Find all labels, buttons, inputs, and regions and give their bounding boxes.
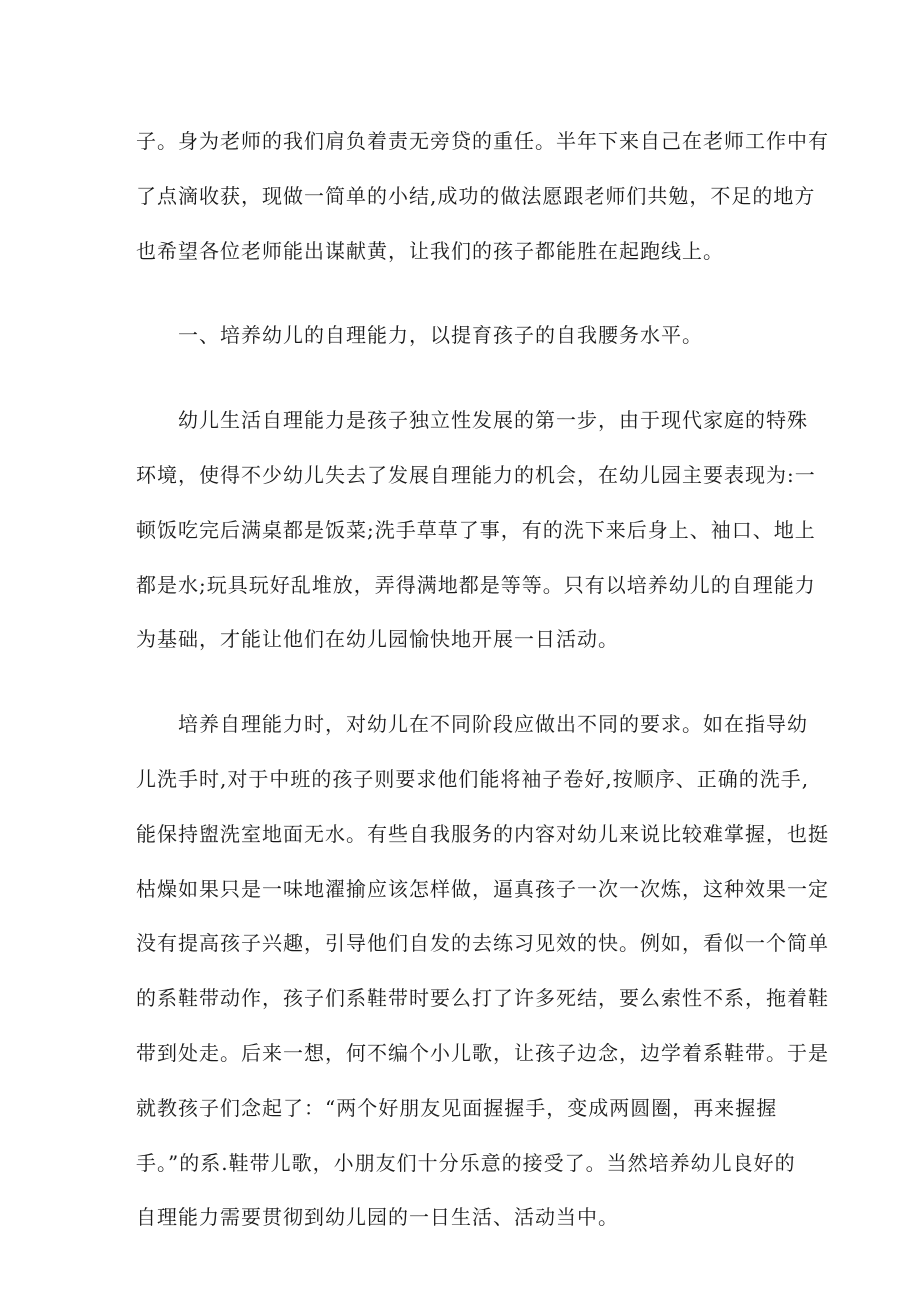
text-line: 环境，使得不少幼儿失去了发展自理能力的机会，在幼儿园主要表现为:一	[136, 462, 816, 487]
text-line: 的系鞋带动作，孩子们系鞋带时要么打了许多死结，要么索性不系，拖着鞋	[136, 986, 829, 1011]
heading-line: 一、培养幼儿的自理能力，以提育孩子的自我腰务水平。	[136, 323, 703, 348]
text-line: 手。”的系.鞋带儿歌，小朋友们十分乐意的接受了。当然培养幼儿良好的	[136, 1150, 796, 1175]
text-line: 子。身为老师的我们肩负着责无旁贷的重任。半年下来自己在老师工作中有	[136, 129, 829, 153]
text-line: 就教孩子们念起了：“两个好朋友见面握握手，变成两圆圈，再来握握	[136, 1095, 778, 1120]
text-line: 幼儿生活自理能力是孩子独立性发展的第一步，由于现代家庭的特殊	[136, 408, 808, 433]
text-line: 了点滴收获，现做一简单的小结,成功的做法愿跟老师们共勉，不足的地方	[136, 183, 816, 208]
text-line: 培养自理能力时，对幼儿在不同阶段应做出不同的要求。如在指导幼	[136, 712, 808, 737]
text-line: 顿饭吃完后满桌都是饭菜;洗手草草了事，有的洗下来后身上、袖口、地上	[136, 517, 816, 542]
section-heading	[136, 308, 792, 363]
paragraph-self-care	[136, 393, 816, 667]
text-line: 枯燥如果只是一味地濯揄应该怎样做，逼真孩子一次一次炼，这种效果一定	[136, 876, 829, 901]
text-line: 也希望各位老师能出谋献黄，让我们的孩子都能胜在起跑线上。	[136, 238, 724, 263]
text-line: 自理能力需要贯彻到幼儿园的一日生活、活动当中。	[136, 1205, 619, 1230]
document-page	[136, 114, 829, 1245]
paragraph-intro	[136, 114, 829, 278]
paragraph-training	[136, 697, 829, 1245]
text-line: 为基础，才能让他们在幼儿园愉快地开展一日活动。	[136, 627, 619, 652]
text-line: 带到处走。后来一想，何不编个小儿歌，让孩子边念，边学着系鞋带。于是	[136, 1040, 829, 1065]
text-line: 能保持盥洗室地面无水。有些自我服务的内容对幼儿来说比较难掌握，也挺	[136, 821, 829, 846]
text-line: 儿洗手时,对于中班的孩子则要求他们能将袖子卷好,按顺序、正确的洗手,	[136, 766, 810, 791]
text-line: 没有提高孩子兴趣，引导他们自发的去练习见效的快。例如，看似一个简单	[136, 931, 829, 956]
text-line: 都是水;玩具玩好乱堆放，弄得满地都是等等。只有以培养幼儿的自理能力	[136, 572, 816, 597]
